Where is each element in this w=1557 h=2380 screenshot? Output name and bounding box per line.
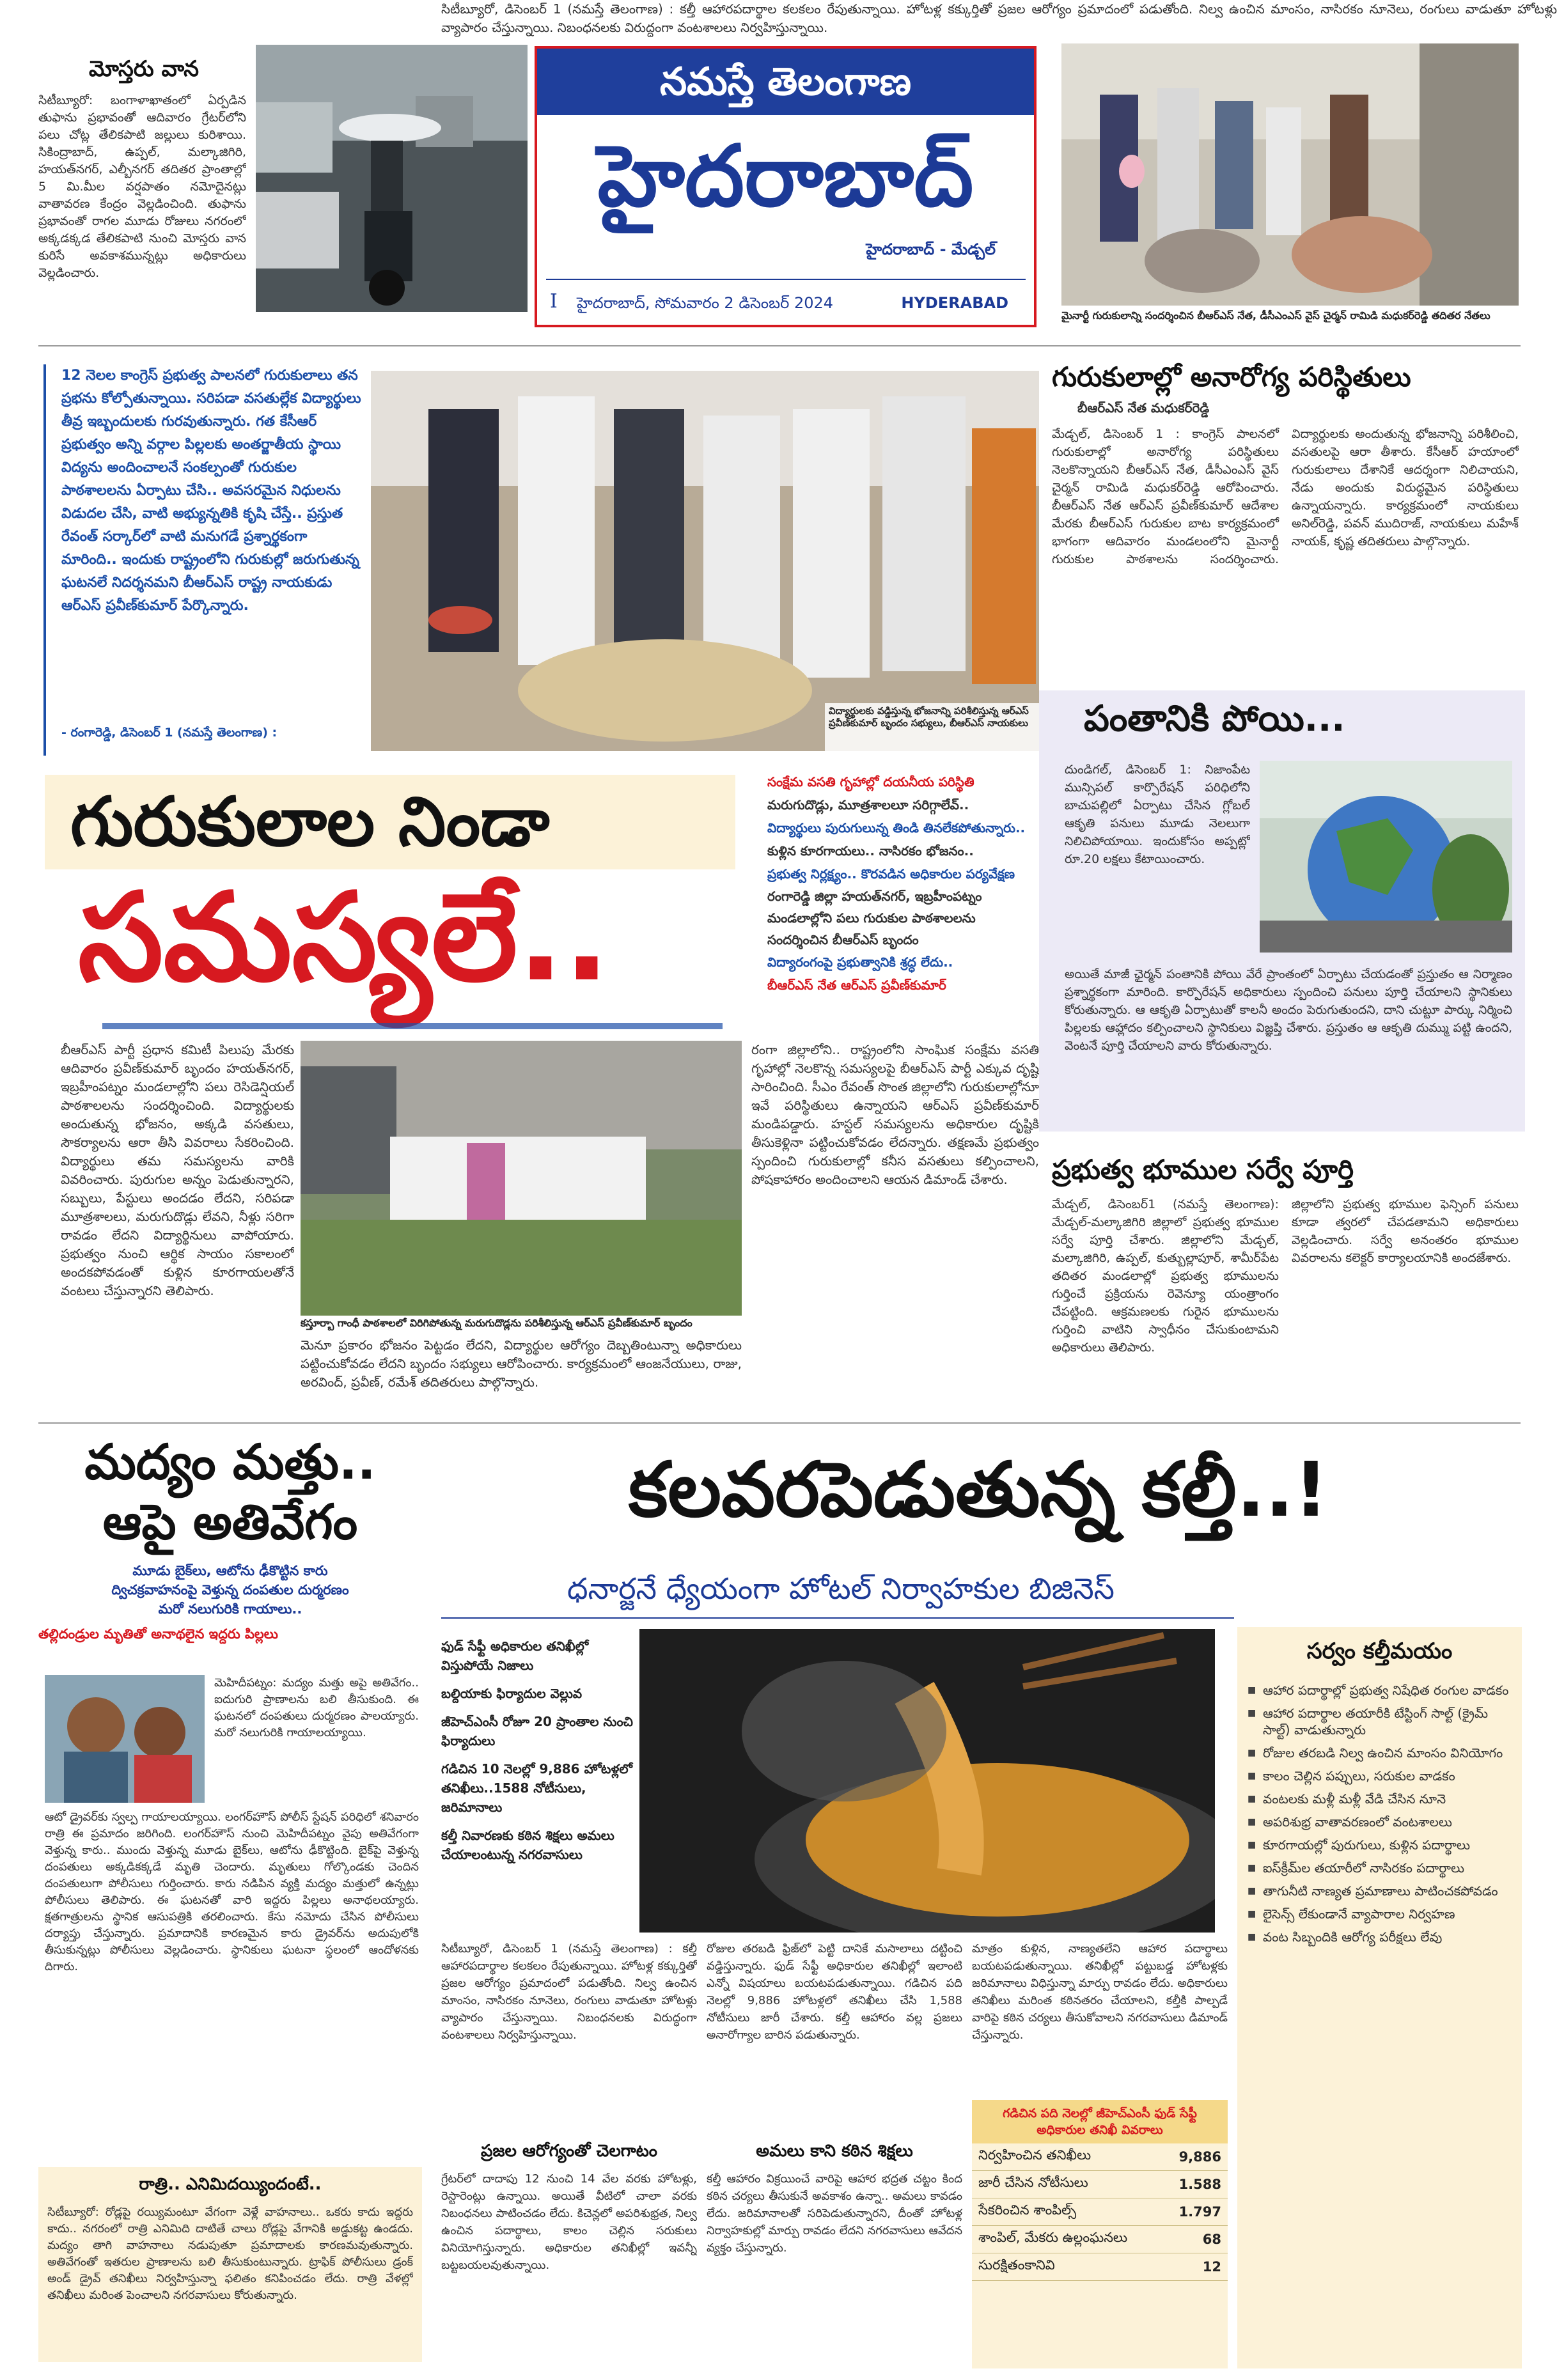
- kalti-table-title: గడిచిన పది నెలల్లో జీహెచ్‌ఎంసీ ఫుడ్ సేఫ్టీ అధికారుల తనిఖీ వివరాలు: [972, 2100, 1228, 2143]
- kalti-noodles-photo: [639, 1629, 1215, 1933]
- table-cell-value: 9,886: [1162, 2143, 1228, 2171]
- kalti-bullet-4: గడిచిన 10 నెలల్లో 9,886 హోటళ్లలో తనిఖీలు..1588 నోటీసులు, జరిమానాలు: [441, 1761, 632, 1815]
- lead-body-col3: మెనూ ప్రకారం భోజనం పెట్టడం లేదని, విద్యార్థుల ఆరోగ్యం దెబ్బతింటున్నా అధికారులు పట్టించుకోవడం లేదని బృందం సభ్యులు ఆరోపించారు. కార్యక్రమంలో ఆంజనేయులు, రాజు, అరవింద్, ప్రవీణ్, రమేశ్ తదితరులు పాల్గొన్నారు.: [301, 1337, 742, 1390]
- masthead-edition: హైదరాబాద్: [597, 127, 974, 226]
- rain-body: సిటీబ్యూరో: బంగాళాఖాతంలో ఏర్పడిన తుఫాను ప్రభావంతో ఆదివారం గ్రేటర్‌లోని పలు చోట్ల తేలికపాటి జల్లులు కురిశాయి. సికింద్రాబాద్, ఉప్పల్, మల్కాజిగిరి, హయత్‌నగర్, ఎల్బీనగర్ తదితర ప్రాంతాల్లో 5 మి.మీల వర్షపాతం నమోదైనట్లు వాతావరణ కేంద్రం వెల్లడించింది. తుఫాను ప్రభావంతో రాగల మూడు రోజులు నగరంలో అక్కడక్కడ తేలికపాటి నుంచి మోస్తరు వాన కురిసే అవకాశమున్నట్లు అధికారులు వెల్లడించారు.: [38, 93, 246, 280]
- panthaniki-headline: పంతానికి పోయి...: [1084, 698, 1345, 740]
- lead-body-col2: రంగా జిల్లాలోని.. రాష్ట్రంలోని సాంఘిక సంక్షేమ వసతి గృహాల్లో నెలకొన్న సమస్యలపై బీఆర్‌ఎస్ పార్టీ ఎక్కువ దృష్టి సారించింది. సీఎం రేవంత్ సొంత జిల్లాలోని గురుకులాల్లోనూ ఇవే పరిస్థితులు ఉన్నాయని ఆర్‌ఎస్ ప్రవీణ్‌కుమార్ మండిపడ్డారు. హస్టల్ సమస్యలను అధికారుల దృష్టికి తీసుకెళ్లినా పట్టించుకోవడం లేదన్నారు. తక్షణమే ప్రభుత్వం స్పందించి గురుకులాల్లో కనీస వసతులు కల్పించాలని, పోషకాహారం అందించాలని ఆయన డిమాండ్ చేశారు.: [751, 1042, 1039, 1187]
- kalti-side-item: ■ కాలం చెల్లిన పప్పులు, సరుకుల వాడకం: [1248, 1768, 1512, 1784]
- lead-bullet-2: మరుగుదొడ్లు, మూత్రశాలలూ సరిగ్గాలేవ్..: [767, 797, 969, 813]
- anarogya-byline: బీఆర్‌ఎస్ నేత మధుకర్‌రెడ్డి: [1077, 400, 1210, 416]
- anarogya-body: మేడ్చల్, డిసెంబర్ 1 : కాంగ్రెస్ పాలనలో గురుకులాల్లో అనారోగ్య పరిస్థితులు నెలకొన్నాయని బీఆర్‌ఎస్ నేత, డీసీఎంఎస్ వైస్ చైర్మన్ రామిడి మధుకర్‌రెడ్డి ఆరోపించారు. బీఆర్‌ఎస్ నేత ఆర్‌ఎస్ ప్రవీణ్‌కుమార్ ఆదేశాల మేరకు బీఆర్‌ఎస్ గురుకుల బాట కార్యక్రమంలో భాగంగా ఆదివారం మండలంలోని మైనార్టీ గురుకుల పాఠశాలను సందర్శించారు. విద్యార్థులకు అందుతున్న భోజనాన్ని పరిశీలించి, వసతులపై ఆరా తీశారు. కేసీఆర్ హయాంలో గురుకులాలు దేశానికే ఆదర్శంగా నిలిచాయని, నేడు అందుకు విరుద్ధమైన పరిస్థితులు ఉన్నాయన్నారు. కార్యక్రమంలో నాయకులు అనిల్‌రెడ్డి, పవన్ ముదిరాజ్, నాయకులు మహేశ్ నాయక్, కృష్ణ తదితరులు పాల్గొన్నారు.: [1052, 427, 1519, 566]
- kalti-bullet-3: జీహెచ్‌ఎంసీ రోజూ 20 ప్రాంతాల నుంచి ఫిర్యాదులు: [441, 1714, 633, 1748]
- lead-headline-1: గురుకులాల నిండా: [70, 782, 550, 861]
- madyam-sub-1: మూడు బైక్‌లు, ఆటోను ఢీకొట్టిన కారు: [132, 1563, 328, 1578]
- lead-bullet-1: సంక్షేమ వసతి గృహాల్లో దయనీయ పరిస్థితి: [767, 774, 974, 789]
- masthead-page-no: I: [550, 290, 558, 313]
- kalti-side-box: [1237, 1627, 1522, 2368]
- bhoomi-body-2: జిల్లాలోని ప్రభుత్వ భూముల ఫెన్సింగ్ పనులు కూడా త్వరలో చేపడతామని అధికారులు వెల్లడించారు. సర్వే అనంతరం భూముల వివరాలను కలెక్టర్ కార్యాలయానికి అందజేశారు.: [1292, 1197, 1519, 1265]
- table-cell-value: 1.588: [1162, 2171, 1228, 2198]
- kalti-side-item: ■ లైసెన్స్ లేకుండానే వ్యాపారాల నిర్వహణ: [1248, 1906, 1512, 1922]
- kalti-bullet-5: కల్తీ నివారణకు కఠిన శిక్షలు అమలు చేయాలంటున్న నగరవాసులు: [441, 1828, 614, 1862]
- lead-headline-1-bg: [45, 775, 735, 869]
- masthead-publication: నమస్తే తెలంగాణ: [537, 49, 1034, 115]
- lead-headline-2: సమస్యలే..: [78, 867, 610, 1008]
- gurukul-quote-box: [43, 364, 363, 756]
- madyam-headline-2: ఆపై అతివేగం: [102, 1493, 358, 1550]
- ratri-box: [38, 2167, 422, 2362]
- table-cell-value: 12: [1162, 2253, 1228, 2281]
- kalti-body-1b: సిటీబ్యూరో, డిసెంబర్ 1 (నమస్తే తెలంగాణ) : కల్తీ ఆహారపదార్థాల కలకలం రేపుతున్నాయి. హోటళ్ల కక్కుర్తితో ప్రజల ఆరోగ్యం ప్రమాదంలో పడుతోంది. నిల్వ ఉంచిన మాంసం, నాసిరకం నూనెలు, రంగులు వాడుతూ హోటళ్లు వ్యాపారం చేస్తున్నాయి. నిబంధనలకు విరుద్ధంగా వంటశాలలు నిర్వహిస్తున్నాయి.: [441, 1942, 697, 2042]
- ratri-body: సిటీబ్యూరో: రోడ్లపై రయ్యిమంటూ వేగంగా వెళ్లే వాహనాలు.. ఒకరు కాదు ఇద్దరు కాదు.. నగరంలో రాత్రి ఎనిమిది దాటితే చాలు రోడ్లపై వేగానికి అడ్డుకట్ట ఉండదు. మద్యం తాగి వాహనాలు నడుపుతూ ప్రమాదాలకు కారణమవుతున్నారు. అతివేగంతో ఇతరుల ప్రాణాలను బలి తీసుకుంటున్నారు. ట్రాఫిక్ పోలీసులు డ్రంక్ అండ్ డ్రైవ్ తనిఖీలు నిర్వహిస్తున్నా ఫలితం కనిపించడం లేదు. రాత్రి వేళల్లో తనిఖీలు మరింత పెంచాలని నగరవాసులు కోరుతున్నారు.: [47, 2205, 413, 2302]
- kalti-side-item: ■ ఐస్‌క్రీమ్‌ల తయారీలో నాసిరకం పదార్థాలు: [1248, 1860, 1512, 1876]
- lead-photo-toilets-caption: కస్తూర్బా గాంధీ పాఠశాలలో విరిగిపోతున్న మరుగుదొడ్లను పరిశీలిస్తున్న ఆర్‌ఎస్ ప్రవీణ్‌కుమార్ బృందం: [301, 1317, 692, 1329]
- table-cell-label: శాంపిల్, మేకరు ఉల్లంఘనలు: [972, 2226, 1162, 2253]
- table-row: [972, 2253, 1228, 2281]
- kalti-table: [972, 2143, 1228, 2281]
- madyam-victims-photo: [45, 1675, 205, 1803]
- kalti-side-item: ■ వంటలకు మళ్లీ మళ్లీ వేడి చేసిన నూనె: [1248, 1791, 1512, 1807]
- lead-bullet-3: విద్యార్థులు పురుగులున్న తిండి తినలేకపోతున్నారు..: [767, 820, 1026, 836]
- kalti-side-item: ■ రోజుల తరబడి నిల్వ ఉంచిన మాంసం వినియోగం: [1248, 1745, 1512, 1761]
- anarogya-story: [1052, 358, 1519, 684]
- top-right-photo: [1061, 43, 1519, 306]
- rain-story: [38, 56, 486, 338]
- kalti-bullets: [441, 1637, 633, 1937]
- madyam-story: [38, 1432, 422, 2365]
- rain-photo: [256, 45, 528, 312]
- kalti-side-title: సర్వం కల్తీమయం: [1306, 1638, 1453, 1664]
- kalti-body-3: మాత్రం కుళ్లిన, నాణ్యతలేని ఆహార పదార్థాలు బయటపడుతున్నాయి. తనిఖీల్లో పట్టుబడ్డ హోటళ్లకు జరిమానాలు విధిస్తున్నా మార్పు రావడం లేదు. అధికారులు తనిఖీలు మరింత కఠినతరం చేయాలని, కల్తీకి పాల్పడే వారిపై కఠిన చర్యలు తీసుకోవాలని నగరవాసులు డిమాండ్ చేస్తున్నారు.: [972, 1942, 1228, 2042]
- lead-body-col1: బీఆర్‌ఎస్ పార్టీ ప్రధాన కమిటీ పిలుపు మేరకు ఆదివారం ప్రవీణ్‌కుమార్ బృందం హయత్‌నగర్, ఇబ్రహీంపట్నం మండలాల్లోని పలు రెసిడెన్షియల్ పాఠశాలలను సందర్శించింది. విద్యార్థులకు అందుతున్న భోజనం, అక్కడి వసతులు, సౌకర్యాలను ఆరా తీసి వివరాలు సేకరించింది. విద్యార్థులు తమ సమస్యలను వారికి వివరించారు. పురుగుల అన్నం పెడుతున్నారని, సబ్బులు, పేస్టులు అందడం లేదని, సరిపడా మూత్రశాలలు, మరుగుదొడ్లు లేవని, నీళ్లు సరిగా రావడం లేదని విద్యార్థినులు వాపోయారు. ప్రభుత్వం నుంచి ఆర్థిక సాయం సకాలంలో అందకపోవడంతో కుళ్లిన కూరగాయలతోనే వంటలు చేస్తున్నారని తెలిపారు.: [61, 1042, 294, 1298]
- madyam-headline-1: మద్యం మత్తు..: [84, 1433, 376, 1490]
- panthaniki-body-2: అయితే మాజీ ఛైర్మన్ పంతానికి పోయి వేరే ప్రాంతంలో ఏర్పాటు చేయడంతో ప్రస్తుతం ఆ నిర్మాణం ప్రశ్నార్థకంగా మారింది. కార్పొరేషన్ అధికారులు స్పందించి పనులు పూర్తి చేయాలని స్థానికులు కోరుతున్నారు. ఆ ఆకృతి ఏర్పాటుతో కాలనీ అందం పెరుగుతుందని, దాని చుట్టూ పార్కు నిర్మించి పిల్లలకు ఆహ్లాదం కల్పించాలని స్థానికులు విజ్ఞప్తి చేశారు. ప్రస్తుతం ఆ ఆకృతి దుమ్ము పట్టి ఉందని, వెంటనే పూర్తి చేయాలని వారు కోరుతున్నారు.: [1065, 967, 1512, 1053]
- kalti-bullet-2: బల్దియాకు ఫిర్యాదుల వెల్లువ: [441, 1686, 583, 1701]
- madyam-sub-3: మరో నలుగురికి గాయాలు..: [158, 1601, 302, 1617]
- table-cell-value: 68: [1162, 2226, 1228, 2253]
- kalti-side-item: ■ కూరగాయల్లో పురుగులు, కుళ్లిన పదార్థాలు: [1248, 1837, 1512, 1853]
- panthaniki-story: [1039, 690, 1525, 1132]
- kalti-body-1: సిటీబ్యూరో, డిసెంబర్ 1 (నమస్తే తెలంగాణ) : కల్తీ ఆహారపదార్థాల కలకలం రేపుతున్నాయి. హోటళ్ల కక్కుర్తితో ప్రజల ఆరోగ్యం ప్రమాదంలో పడుతోంది. నిల్వ ఉంచిన మాంసం, నాసిరకం నూనెలు, రంగులు వాడుతూ హోటళ్లు వ్యాపారం చేస్తున్నాయి. నిబంధనలకు విరుద్ధంగా వంటశాలలు నిర్వహిస్తున్నాయి.: [441, 1, 1557, 35]
- table-row: [972, 2143, 1228, 2171]
- bhoomi-headline: ప్రభుత్వ భూముల సర్వే పూర్తి: [1052, 1154, 1354, 1185]
- kalti-side-item: ■ ఆహార పదార్థాల్లో ప్రభుత్వ నిషేధిత రంగుల వాడకం: [1248, 1682, 1512, 1699]
- madyam-body-2: ఆటో డ్రైవర్‌కు స్వల్ప గాయాలయ్యాయి. లంగర్‌హౌస్ పోలీస్ స్టేషన్ పరిధిలో శనివారం రాత్రి ఈ ప్రమాదం జరిగింది. లంగర్‌హౌస్ నుంచి మెహిదీపట్నం వైపు అతివేగంగా వెళ్తున్న కారు.. ముందు వెళ్తున్న మూడు బైక్‌లు, ఆటోను ఢీకొట్టింది. బైక్‌పై వెళ్తున్న దంపతులు అక్కడికక్కడే మృతి చెందారు. మృతులు గోల్కొండకు చెందిన దంపతులుగా పోలీసులు గుర్తించారు. కారు నడిపిన వ్యక్తి మద్యం మత్తులో ఉన్నట్లు పోలీసులు తెలిపారు. ఈ ఘటనతో వారి ఇద్దరు పిల్లలు అనాథలయ్యారు. క్షతగాత్రులను స్థానిక ఆసుపత్రికి తరలించారు. కేసు నమోదు చేసిన పోలీసులు దర్యాప్తు చేస్తున్నారు. ప్రమాదానికి కారణమైన కారు డ్రైవర్‌ను అదుపులోకి తీసుకున్నట్లు పోలీసులు వెల్లడించారు. స్థానికులు ఘటనా స్థలంలో ఆందోళనకు దిగారు.: [45, 1810, 419, 1973]
- masthead-label: HYDERABAD: [901, 294, 1008, 312]
- lead-photo-main-caption: విద్యార్థులకు వడ్డిస్తున్న భోజనాన్ని పరిశీలిస్తున్న ఆర్‌ఎస్ ప్రవీణ్‌కుమార్ బృందం సభ్యులు, బీఆర్‌ఎస్ నాయకులు: [829, 705, 1029, 729]
- ratri-headline: రాత్రి.. ఎనిమిదయ్యిందంటే..: [139, 2175, 322, 2194]
- kalti-body-4: గ్రేటర్‌లో దాదాపు 12 నుంచి 14 వేల వరకు హోటళ్లు, రెస్టారెంట్లు ఉన్నాయి. అయితే వీటిలో చాలా వరకు నిబంధనలు పాటించడం లేదు. కిచెన్లలో అపరిశుభ్రత, నిల్వ ఉంచిన పదార్థాలు, కాలం చెల్లిన సరుకులు వినియోగిస్తున్నారు. అధికారుల తనిఖీల్లో ఇవన్నీ బట్టబయలవుతున్నాయి.: [441, 2172, 697, 2272]
- table-row: [972, 2171, 1228, 2198]
- kalti-headline: కలవరపెడుతున్న కల్తీ..!: [628, 1445, 1329, 1534]
- masthead-subedition: హైదరాబాద్ - మేడ్చల్: [866, 240, 996, 258]
- lead-bullets: [767, 770, 1039, 1020]
- lead-headline-underline: [102, 1023, 723, 1029]
- lead-bullet-4: కుళ్లిన కూరగాయలు.. నాసిరకం భోజనం..: [767, 843, 974, 859]
- kalti-subhead: ధనార్జనే ధ్యేయంగా హోటల్ నిర్వాహకుల బిజినెస్: [567, 1571, 1115, 1606]
- table-cell-label: నిర్వహించిన తనిఖీలు: [972, 2143, 1162, 2171]
- lead-photo-main: [371, 371, 1039, 751]
- gurukul-quote-text: 12 నెలల కాంగ్రెస్ ప్రభుత్వ పాలనలో గురుకులాలు తన ప్రభను కోల్పోతున్నాయి. సరిపడా వసతుల్లేక విద్యార్థులు తీవ్ర ఇబ్బందులకు గురవుతున్నారు. గత కేసీఆర్ ప్రభుత్వం అన్ని వర్గాల పిల్లలకు అంతర్జాతీయ స్థాయి విద్యను అందించాలనే సంకల్పంతో గురుకుల పాఠశాలలను ఏర్పాటు చేసి.. అవసరమైన నిధులను విడుదల చేసి, వాటి అభ్యున్నతికి కృషి చేస్తే.. ప్రస్తుత రేవంత్ సర్కార్‌లో వాటి మనుగడే ప్రశ్నార్థకంగా మారింది.. ఇందుకు రాష్ట్రంలోని గురుకుల్లో జరుగుతున్న ఘటనలే నిదర్శనమని బీఆర్‌ఎస్ రాష్ట్ర నాయకుడు ఆర్‌ఎస్ ప్రవీణ్‌కుమార్ పేర్కొన్నారు.: [61, 368, 361, 614]
- table-row: [972, 2198, 1228, 2226]
- kalti-side-item: ■ అపరిశుభ్ర వాతావరణంలో వంటశాలలు: [1248, 1814, 1512, 1830]
- panthaniki-globe-photo: [1260, 761, 1512, 953]
- kalti-sub-health: ప్రజల ఆరోగ్యంతో చెలగాటం: [481, 2142, 657, 2161]
- panthaniki-body-1: దుండిగల్, డిసెంబర్ 1: నిజాంపేట మున్సిపల్ కార్పొరేషన్ పరిధిలోని బాచుపల్లిలో ఏర్పాటు చేసిన గ్లోబల్ ఆకృతి పనులు మూడు నెలలుగా నిలిచిపోయాయి. ఇందుకోసం అప్పట్లో రూ.20 లక్షలు కేటాయించారు.: [1065, 763, 1250, 866]
- kalti-body-5: కల్తీ ఆహారం విక్రయించే వారిపై ఆహార భద్రత చట్టం కింద కఠిన చర్యలు తీసుకునే అవకాశం ఉన్నా.. అమలు కావడం లేదు. జరిమానాలతో సరిపెడుతున్నారని, దీంతో హోటళ్ల నిర్వాహకుల్లో మార్పు రావడం లేదని నగరవాసులు ఆవేదన వ్యక్తం చేస్తున్నారు.: [707, 2172, 962, 2255]
- kalti-side-item: ■ తాగునీటి నాణ్యత ప్రమాణాలు పాటించకపోవడం: [1248, 1883, 1512, 1899]
- table-cell-label: సేకరించిన శాంపిల్స్: [972, 2198, 1162, 2226]
- lead-bullet-7: విద్యారంగంపై ప్రభుత్వానికి శ్రద్ధ లేదు..: [767, 954, 953, 970]
- lead-photo-toilets: [301, 1041, 742, 1316]
- kalti-bullet-1: ఫుడ్ సేఫ్టీ అధికారుల తనిఖీల్లో విస్తుపోయే నిజాలు: [441, 1638, 589, 1673]
- table-cell-value: 1.797: [1162, 2198, 1228, 2226]
- table-cell-label: జారీ చేసిన నోటీసులు: [972, 2171, 1162, 2198]
- lead-bullet-6: రంగారెడ్డి జిల్లా హయత్‌నగర్, ఇబ్రహీంపట్నం మండలాల్లోని పలు గురుకుల పాఠశాలలను సందర్శించిన బీఆర్‌ఎస్ బృందం: [767, 889, 982, 947]
- top-right-caption: మైనార్టీ గురుకులాన్ని సందర్శించిన బీఆర్‌ఎస్ నేత, డీసీఎంఎస్ వైస్ చైర్మన్ రామిడి మధుకర్‌రెడ్డి తదితర నేతలు: [1061, 309, 1490, 322]
- kalti-side-item: ■ ఆహార పదార్థాల తయారీకి టేస్టింగ్ సాల్ట్ (క్రైమ్ సాల్ట్) వాడుతున్నారు: [1248, 1705, 1512, 1738]
- bhoomi-story: [1052, 1151, 1519, 1413]
- table-row: [972, 2226, 1228, 2253]
- kalti-table-box: [972, 2100, 1228, 2368]
- madyam-body-1: మెహిదీపట్నం: మద్యం మత్తు అపై అతివేగం.. ఐదుగురి ప్రాణాలను బలి తీసుకుంది. ఈ ఘటనలో దంపతులు దుర్మరణం పాలయ్యారు. మరో నలుగురికి గాయాలయ్యాయి.: [214, 1676, 419, 1739]
- gurukul-quote-dateline: - రంగారెడ్డి, డిసెంబర్ 1 (నమస్తే తెలంగాణ) :: [61, 726, 278, 740]
- masthead: [535, 46, 1037, 327]
- kalti-side-item: ■ వంట సిబ్బందికి ఆరోగ్య పరీక్షలు లేవు: [1248, 1929, 1512, 1945]
- anarogya-headline: గురుకులాల్లో అనారోగ్య పరిస్థితులు: [1052, 361, 1411, 393]
- kalti-sub-law: అమలు కాని కఠిన శిక్షలు: [756, 2142, 913, 2161]
- table-cell-label: సురక్షితంకానివి: [972, 2253, 1162, 2281]
- bhoomi-body-1: మేడ్చల్, డిసెంబర్1 (నమస్తే తెలంగాణ): మేడ్చల్-మల్కాజిగిరి జిల్లాలో ప్రభుత్వ భూముల సర్వే పూర్తి చేశారు. జిల్లాలోని మేడ్చల్, మల్కాజిగిరి, ఉప్పల్, కుత్బుల్లాపూర్, శామీర్‌పేట తదితర మండలాల్లో ప్రభుత్వ భూములను గుర్తించే ప్రక్రియను రెవెన్యూ యంత్రాంగం చేపట్టింది. ఆక్రమణలకు గురైన భూములను గుర్తించి వాటిని స్వాధీనం చేసుకుంటామని అధికారులు తెలిపారు.: [1052, 1197, 1279, 1355]
- lead-bullet-8: బీఆర్‌ఎస్ నేత ఆర్‌ఎస్ ప్రవీణ్‌కుమార్: [767, 977, 946, 993]
- kalti-body-2: రోజుల తరబడి ఫ్రిజ్‌లో పెట్టి దానికే మసాలాలు దట్టించి వడ్డిస్తున్నారు. ఫుడ్ సేఫ్టీ అధికారుల తనిఖీల్లో ఇలాంటి ఎన్నో విషయాలు బయటపడుతున్నాయి. గడిచిన పది నెలల్లో 9,886 హోటళ్లలో తనిఖీలు చేసి 1,588 నోటీసులు జారీ చేశారు. కల్తీ ఆహారం వల్ల ప్రజలు అనారోగ్యాల బారిన పడుతున్నారు.: [707, 1942, 962, 2042]
- lead-bullet-5: ప్రభుత్వ నిర్లక్ష్యం.. కొరవడిన అధికారుల పర్యవేక్షణ: [767, 866, 1015, 882]
- madyam-sub-2: ద్విచక్రవాహనంపై వెళ్తున్న దంపతుల దుర్మరణం: [111, 1582, 349, 1598]
- rain-headline: మోస్తరు వాన: [89, 56, 199, 82]
- madyam-sub-4: తల్లిదండ్రుల మృతితో అనాథలైన ఇద్దరు పిల్లలు: [38, 1626, 278, 1642]
- masthead-dateline: హైదరాబాద్, సోమవారం 2 డిసెంబర్ 2024: [577, 294, 834, 312]
